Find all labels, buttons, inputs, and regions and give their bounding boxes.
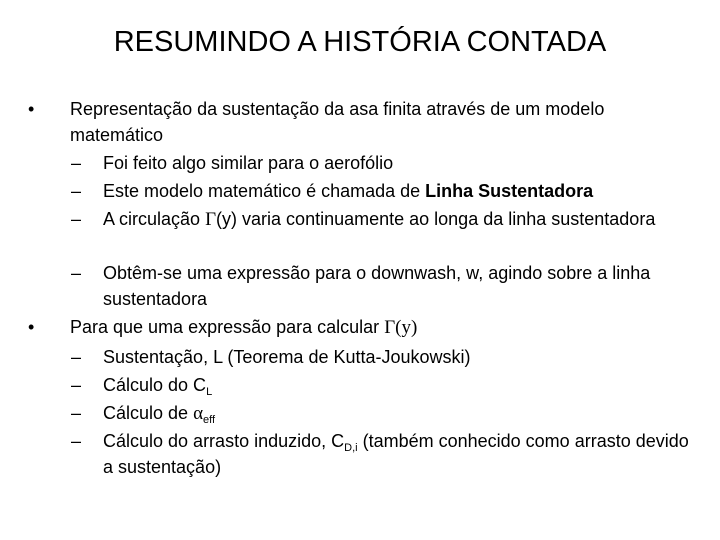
bullet-2 [28,314,695,341]
bullet-marker: • [28,317,35,337]
sub-bullet-2-4-post: (também conhecido como arrasto devido a sustentação) [103,431,689,477]
alpha-symbol: α [193,403,204,424]
sub-bullet-2-1 [71,344,693,370]
dash-marker: – [71,153,82,173]
dash-marker: – [71,403,82,423]
dash-marker: – [71,347,82,367]
bullet-1-text: Representação da sustentação da asa finita através de um modelo matemático [70,99,605,145]
bullet-marker: • [28,99,35,119]
gamma-symbol: Γ [384,317,396,338]
bullet-2-pre: Para que uma expressão para calcular [70,317,385,337]
gamma-symbol: Γ [205,209,217,230]
linha-sustentadora-term: Linha Sustentadora [425,181,594,201]
bullet-2-post: (y) [395,317,418,338]
sub-bullet-1-1-text: Foi feito algo similar para o aerofólio [103,153,394,173]
sub-bullet-1-4 [71,260,693,312]
slide-title: RESUMINDO A HISTÓRIA CONTADA [113,26,607,58]
sub-bullet-2-3 [71,400,693,427]
dash-marker: – [71,375,82,395]
sub-bullet-2-2-text: Cálculo do C [103,375,207,395]
dash-marker: – [71,181,82,201]
sub-bullet-1-4-text: Obtêm-se uma expressão para o downwash, w, agindo sobre a linha sustentadora [103,263,651,309]
sub-bullet-1-3-post: (y) varia continuamente ao longa da linha sustentadora [216,209,656,229]
sub-bullet-1-3 [71,206,693,233]
sub-bullet-2-4-pre: Cálculo do arrasto induzido, C [103,431,345,451]
sub-bullet-2-3-text: Cálculo de [103,403,194,423]
sub-bullet-2-4 [71,428,693,480]
sub-bullet-1-1 [71,150,693,176]
dash-marker: – [71,263,82,283]
sub-bullet-1-3-pre: A circulação [103,209,206,229]
sub-bullet-2-2 [71,372,693,398]
sub-bullet-1-2-text: Este modelo matemático é chamada de [103,181,426,201]
dash-marker: – [71,431,82,451]
dash-marker: – [71,209,82,229]
sub-bullet-1-2 [71,178,693,204]
cl-subscript: L [206,386,213,398]
eff-subscript: eff [203,414,216,426]
bullet-1 [28,96,695,148]
cdi-subscript: D,i [344,442,358,454]
sub-bullet-2-1-text: Sustentação, L (Teorema de Kutta-Joukowski) [103,347,471,367]
